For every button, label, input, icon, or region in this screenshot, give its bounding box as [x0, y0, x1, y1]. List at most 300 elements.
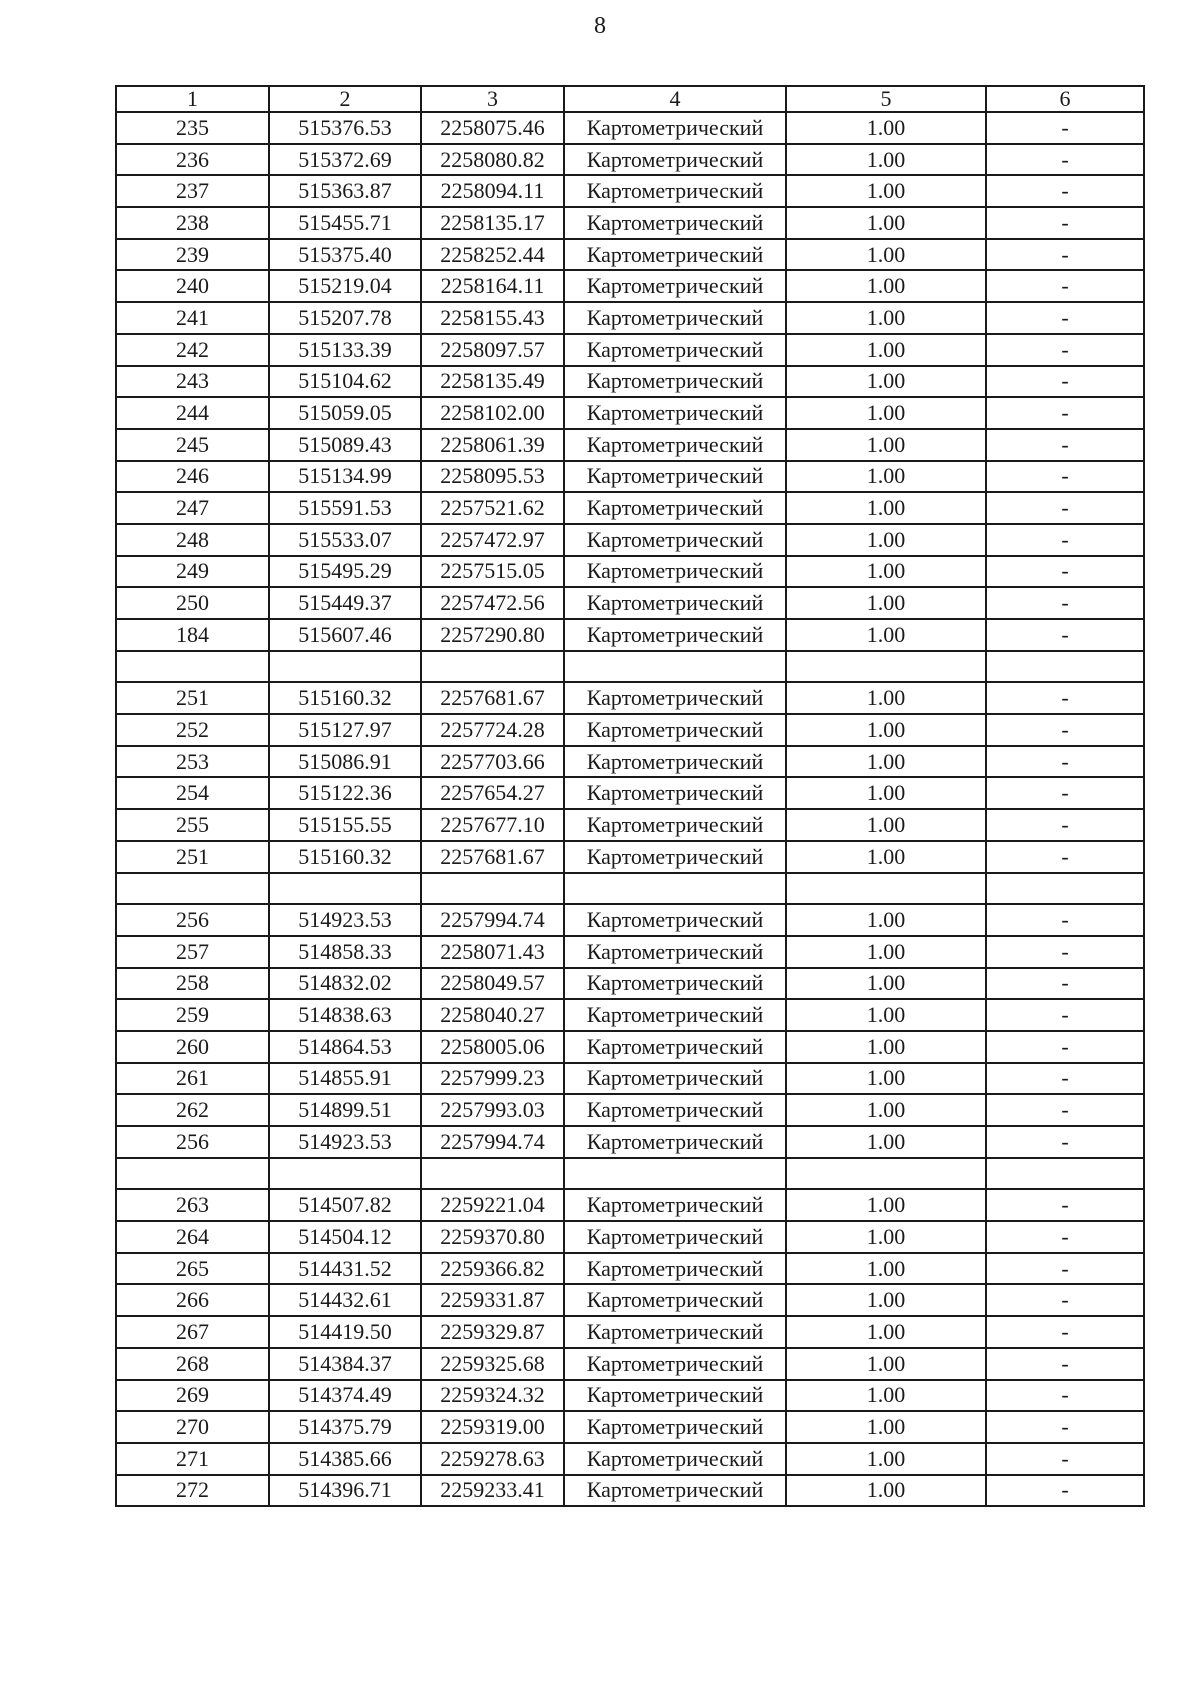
description-cell: -: [986, 999, 1144, 1031]
point-number-cell: 237: [116, 175, 269, 207]
table-row: [116, 556, 1144, 588]
description-cell: -: [986, 461, 1144, 493]
accuracy-cell: 1.00: [786, 841, 986, 873]
description-cell: -: [986, 302, 1144, 334]
description-cell: -: [986, 1411, 1144, 1443]
point-number-cell: 250: [116, 587, 269, 619]
y-coordinate-cell: 2259370.80: [421, 1221, 564, 1253]
accuracy-cell: 1.00: [786, 1063, 986, 1095]
accuracy-cell: 1.00: [786, 1411, 986, 1443]
table-row: [116, 841, 1144, 873]
accuracy-cell: 1.00: [786, 239, 986, 271]
y-coordinate-cell: 2257515.05: [421, 556, 564, 588]
y-coordinate-cell: 2257993.03: [421, 1094, 564, 1126]
table-row: [116, 175, 1144, 207]
method-cell: Картометрический: [564, 461, 786, 493]
description-cell: -: [986, 1284, 1144, 1316]
x-coordinate-cell: 515591.53: [269, 492, 421, 524]
method-cell: Картометрический: [564, 682, 786, 714]
point-number-cell: 249: [116, 556, 269, 588]
table-row: [116, 809, 1144, 841]
y-coordinate-cell: 2257999.23: [421, 1063, 564, 1095]
method-cell: Картометрический: [564, 777, 786, 809]
coordinates-table: [115, 85, 1145, 1507]
column-header: 5: [786, 86, 986, 112]
table-row: [116, 904, 1144, 936]
x-coordinate-cell: 514504.12: [269, 1221, 421, 1253]
x-coordinate-cell: 514419.50: [269, 1316, 421, 1348]
description-cell: -: [986, 904, 1144, 936]
table-header-row: [116, 86, 1144, 112]
description-cell: -: [986, 144, 1144, 176]
table-row: [116, 302, 1144, 334]
table-row: [116, 1411, 1144, 1443]
method-cell: Картометрический: [564, 1253, 786, 1285]
method-cell: Картометрический: [564, 936, 786, 968]
point-number-cell: 262: [116, 1094, 269, 1126]
x-coordinate-cell: 515375.40: [269, 239, 421, 271]
x-coordinate-cell: 515127.97: [269, 714, 421, 746]
description-cell: -: [986, 746, 1144, 778]
description-cell: -: [986, 556, 1144, 588]
point-number-cell: [116, 651, 269, 683]
y-coordinate-cell: 2258252.44: [421, 239, 564, 271]
x-coordinate-cell: 514432.61: [269, 1284, 421, 1316]
accuracy-cell: 1.00: [786, 175, 986, 207]
x-coordinate-cell: 515133.39: [269, 334, 421, 366]
x-coordinate-cell: 515449.37: [269, 587, 421, 619]
table-row: [116, 1031, 1144, 1063]
table-row: [116, 1443, 1144, 1475]
x-coordinate-cell: 514923.53: [269, 904, 421, 936]
accuracy-cell: 1.00: [786, 1443, 986, 1475]
point-number-cell: 260: [116, 1031, 269, 1063]
table-separator-row: [116, 873, 1144, 905]
table-row: [116, 144, 1144, 176]
table-row: [116, 682, 1144, 714]
y-coordinate-cell: 2257681.67: [421, 841, 564, 873]
accuracy-cell: 1.00: [786, 1348, 986, 1380]
accuracy-cell: 1.00: [786, 461, 986, 493]
point-number-cell: [116, 1158, 269, 1190]
accuracy-cell: 1.00: [786, 302, 986, 334]
description-cell: [986, 1158, 1144, 1190]
method-cell: Картометрический: [564, 999, 786, 1031]
accuracy-cell: 1.00: [786, 207, 986, 239]
method-cell: Картометрический: [564, 112, 786, 144]
accuracy-cell: 1.00: [786, 1475, 986, 1507]
y-coordinate-cell: 2258049.57: [421, 968, 564, 1000]
description-cell: [986, 651, 1144, 683]
point-number-cell: 255: [116, 809, 269, 841]
table-row: [116, 1063, 1144, 1095]
point-number-cell: 239: [116, 239, 269, 271]
point-number-cell: 246: [116, 461, 269, 493]
method-cell: Картометрический: [564, 1348, 786, 1380]
table-separator-row: [116, 1158, 1144, 1190]
accuracy-cell: 1.00: [786, 682, 986, 714]
method-cell: [564, 1158, 786, 1190]
x-coordinate-cell: 514832.02: [269, 968, 421, 1000]
y-coordinate-cell: 2257681.67: [421, 682, 564, 714]
method-cell: Картометрический: [564, 366, 786, 398]
description-cell: -: [986, 809, 1144, 841]
point-number-cell: 257: [116, 936, 269, 968]
description-cell: -: [986, 1063, 1144, 1095]
table-row: [116, 1189, 1144, 1221]
x-coordinate-cell: 515495.29: [269, 556, 421, 588]
x-coordinate-cell: [269, 873, 421, 905]
accuracy-cell: 1.00: [786, 1316, 986, 1348]
description-cell: -: [986, 207, 1144, 239]
accuracy-cell: 1.00: [786, 334, 986, 366]
y-coordinate-cell: 2259331.87: [421, 1284, 564, 1316]
method-cell: Картометрический: [564, 492, 786, 524]
table-row: [116, 1380, 1144, 1412]
accuracy-cell: 1.00: [786, 556, 986, 588]
method-cell: Картометрический: [564, 397, 786, 429]
x-coordinate-cell: 515372.69: [269, 144, 421, 176]
point-number-cell: 272: [116, 1475, 269, 1507]
method-cell: Картометрический: [564, 175, 786, 207]
accuracy-cell: 1.00: [786, 904, 986, 936]
column-header: 1: [116, 86, 269, 112]
accuracy-cell: 1.00: [786, 1380, 986, 1412]
x-coordinate-cell: 515122.36: [269, 777, 421, 809]
point-number-cell: 261: [116, 1063, 269, 1095]
accuracy-cell: 1.00: [786, 1094, 986, 1126]
method-cell: Картометрический: [564, 1063, 786, 1095]
table-row: [116, 1221, 1144, 1253]
table-row: [116, 429, 1144, 461]
description-cell: -: [986, 1221, 1144, 1253]
point-number-cell: 242: [116, 334, 269, 366]
x-coordinate-cell: 515089.43: [269, 429, 421, 461]
accuracy-cell: 1.00: [786, 999, 986, 1031]
y-coordinate-cell: 2258094.11: [421, 175, 564, 207]
x-coordinate-cell: 514838.63: [269, 999, 421, 1031]
table-row: [116, 1348, 1144, 1380]
point-number-cell: 247: [116, 492, 269, 524]
accuracy-cell: [786, 1158, 986, 1190]
point-number-cell: 253: [116, 746, 269, 778]
method-cell: Картометрический: [564, 556, 786, 588]
method-cell: Картометрический: [564, 809, 786, 841]
description-cell: -: [986, 175, 1144, 207]
point-number-cell: 267: [116, 1316, 269, 1348]
point-number-cell: 236: [116, 144, 269, 176]
point-number-cell: 244: [116, 397, 269, 429]
method-cell: Картометрический: [564, 746, 786, 778]
accuracy-cell: 1.00: [786, 936, 986, 968]
table-row: [116, 746, 1144, 778]
method-cell: Картометрический: [564, 1189, 786, 1221]
description-cell: -: [986, 1189, 1144, 1221]
accuracy-cell: 1.00: [786, 112, 986, 144]
y-coordinate-cell: 2259278.63: [421, 1443, 564, 1475]
x-coordinate-cell: 515155.55: [269, 809, 421, 841]
description-cell: -: [986, 841, 1144, 873]
x-coordinate-cell: 515219.04: [269, 270, 421, 302]
description-cell: -: [986, 936, 1144, 968]
y-coordinate-cell: 2258095.53: [421, 461, 564, 493]
y-coordinate-cell: 2259233.41: [421, 1475, 564, 1507]
table-row: [116, 397, 1144, 429]
point-number-cell: 243: [116, 366, 269, 398]
table-row: [116, 619, 1144, 651]
point-number-cell: 270: [116, 1411, 269, 1443]
y-coordinate-cell: 2257703.66: [421, 746, 564, 778]
method-cell: Картометрический: [564, 429, 786, 461]
description-cell: -: [986, 1316, 1144, 1348]
table-row: [116, 714, 1144, 746]
column-header: 2: [269, 86, 421, 112]
table-row: [116, 524, 1144, 556]
x-coordinate-cell: 514507.82: [269, 1189, 421, 1221]
method-cell: Картометрический: [564, 144, 786, 176]
accuracy-cell: 1.00: [786, 1189, 986, 1221]
y-coordinate-cell: 2257724.28: [421, 714, 564, 746]
table-body: [116, 112, 1144, 1506]
accuracy-cell: 1.00: [786, 397, 986, 429]
point-number-cell: 256: [116, 904, 269, 936]
y-coordinate-cell: 2258102.00: [421, 397, 564, 429]
y-coordinate-cell: [421, 1158, 564, 1190]
y-coordinate-cell: 2258164.11: [421, 270, 564, 302]
description-cell: -: [986, 112, 1144, 144]
point-number-cell: 235: [116, 112, 269, 144]
table-row: [116, 777, 1144, 809]
accuracy-cell: 1.00: [786, 366, 986, 398]
accuracy-cell: 1.00: [786, 429, 986, 461]
method-cell: Картометрический: [564, 1443, 786, 1475]
method-cell: Картометрический: [564, 1475, 786, 1507]
y-coordinate-cell: 2259366.82: [421, 1253, 564, 1285]
accuracy-cell: 1.00: [786, 714, 986, 746]
point-number-cell: 268: [116, 1348, 269, 1380]
description-cell: -: [986, 1126, 1144, 1158]
y-coordinate-cell: 2257521.62: [421, 492, 564, 524]
point-number-cell: 265: [116, 1253, 269, 1285]
method-cell: Картометрический: [564, 524, 786, 556]
accuracy-cell: 1.00: [786, 746, 986, 778]
description-cell: -: [986, 524, 1144, 556]
point-number-cell: 269: [116, 1380, 269, 1412]
y-coordinate-cell: 2259329.87: [421, 1316, 564, 1348]
table-row: [116, 936, 1144, 968]
method-cell: [564, 873, 786, 905]
page-number: 8: [594, 13, 606, 39]
point-number-cell: 259: [116, 999, 269, 1031]
y-coordinate-cell: 2258097.57: [421, 334, 564, 366]
description-cell: -: [986, 714, 1144, 746]
method-cell: Картометрический: [564, 714, 786, 746]
description-cell: -: [986, 682, 1144, 714]
x-coordinate-cell: 515059.05: [269, 397, 421, 429]
point-number-cell: 263: [116, 1189, 269, 1221]
x-coordinate-cell: 515104.62: [269, 366, 421, 398]
description-cell: -: [986, 619, 1144, 651]
description-cell: -: [986, 492, 1144, 524]
y-coordinate-cell: 2258155.43: [421, 302, 564, 334]
y-coordinate-cell: 2258135.17: [421, 207, 564, 239]
column-header: 6: [986, 86, 1144, 112]
x-coordinate-cell: 515160.32: [269, 841, 421, 873]
point-number-cell: [116, 873, 269, 905]
x-coordinate-cell: 514855.91: [269, 1063, 421, 1095]
description-cell: -: [986, 366, 1144, 398]
table-row: [116, 207, 1144, 239]
y-coordinate-cell: 2258040.27: [421, 999, 564, 1031]
accuracy-cell: [786, 651, 986, 683]
description-cell: -: [986, 1031, 1144, 1063]
x-coordinate-cell: 515607.46: [269, 619, 421, 651]
method-cell: Картометрический: [564, 1284, 786, 1316]
table-row: [116, 461, 1144, 493]
table-row: [116, 1253, 1144, 1285]
accuracy-cell: 1.00: [786, 809, 986, 841]
x-coordinate-cell: 514384.37: [269, 1348, 421, 1380]
accuracy-cell: 1.00: [786, 1126, 986, 1158]
x-coordinate-cell: [269, 1158, 421, 1190]
accuracy-cell: 1.00: [786, 1221, 986, 1253]
y-coordinate-cell: [421, 651, 564, 683]
y-coordinate-cell: 2258080.82: [421, 144, 564, 176]
method-cell: Картометрический: [564, 270, 786, 302]
x-coordinate-cell: 514396.71: [269, 1475, 421, 1507]
y-coordinate-cell: 2258005.06: [421, 1031, 564, 1063]
y-coordinate-cell: 2257290.80: [421, 619, 564, 651]
x-coordinate-cell: 515376.53: [269, 112, 421, 144]
accuracy-cell: 1.00: [786, 492, 986, 524]
table-row: [116, 587, 1144, 619]
y-coordinate-cell: 2259325.68: [421, 1348, 564, 1380]
description-cell: -: [986, 968, 1144, 1000]
description-cell: -: [986, 1380, 1144, 1412]
table-row: [116, 1094, 1144, 1126]
y-coordinate-cell: 2259319.00: [421, 1411, 564, 1443]
method-cell: Картометрический: [564, 587, 786, 619]
description-cell: -: [986, 1253, 1144, 1285]
description-cell: -: [986, 334, 1144, 366]
method-cell: Картометрический: [564, 619, 786, 651]
description-cell: -: [986, 1348, 1144, 1380]
x-coordinate-cell: 515363.87: [269, 175, 421, 207]
method-cell: Картометрический: [564, 1221, 786, 1253]
table-row: [116, 1316, 1144, 1348]
accuracy-cell: 1.00: [786, 144, 986, 176]
x-coordinate-cell: 515086.91: [269, 746, 421, 778]
point-number-cell: 248: [116, 524, 269, 556]
accuracy-cell: 1.00: [786, 1253, 986, 1285]
description-cell: -: [986, 270, 1144, 302]
method-cell: Картометрический: [564, 239, 786, 271]
y-coordinate-cell: 2258135.49: [421, 366, 564, 398]
y-coordinate-cell: 2257994.74: [421, 904, 564, 936]
description-cell: -: [986, 429, 1144, 461]
y-coordinate-cell: 2258071.43: [421, 936, 564, 968]
point-number-cell: 254: [116, 777, 269, 809]
method-cell: [564, 651, 786, 683]
description-cell: [986, 873, 1144, 905]
method-cell: Картометрический: [564, 904, 786, 936]
point-number-cell: 238: [116, 207, 269, 239]
point-number-cell: 184: [116, 619, 269, 651]
x-coordinate-cell: 514899.51: [269, 1094, 421, 1126]
point-number-cell: 258: [116, 968, 269, 1000]
column-header: 4: [564, 86, 786, 112]
x-coordinate-cell: 514923.53: [269, 1126, 421, 1158]
accuracy-cell: 1.00: [786, 619, 986, 651]
table-row: [116, 1284, 1144, 1316]
method-cell: Картометрический: [564, 302, 786, 334]
y-coordinate-cell: 2257472.56: [421, 587, 564, 619]
accuracy-cell: 1.00: [786, 968, 986, 1000]
table-row: [116, 334, 1144, 366]
method-cell: Картометрический: [564, 1380, 786, 1412]
description-cell: -: [986, 1475, 1144, 1507]
point-number-cell: 256: [116, 1126, 269, 1158]
y-coordinate-cell: 2257654.27: [421, 777, 564, 809]
point-number-cell: 241: [116, 302, 269, 334]
table-row: [116, 366, 1144, 398]
y-coordinate-cell: 2258075.46: [421, 112, 564, 144]
x-coordinate-cell: 515455.71: [269, 207, 421, 239]
description-cell: -: [986, 1094, 1144, 1126]
table-row: [116, 239, 1144, 271]
x-coordinate-cell: 515160.32: [269, 682, 421, 714]
point-number-cell: 251: [116, 841, 269, 873]
method-cell: Картометрический: [564, 1411, 786, 1443]
table-separator-row: [116, 651, 1144, 683]
method-cell: Картометрический: [564, 1094, 786, 1126]
x-coordinate-cell: 514431.52: [269, 1253, 421, 1285]
table-row: [116, 270, 1144, 302]
method-cell: Картометрический: [564, 968, 786, 1000]
description-cell: -: [986, 1443, 1144, 1475]
accuracy-cell: 1.00: [786, 1284, 986, 1316]
x-coordinate-cell: 514864.53: [269, 1031, 421, 1063]
point-number-cell: 245: [116, 429, 269, 461]
description-cell: -: [986, 239, 1144, 271]
description-cell: -: [986, 777, 1144, 809]
method-cell: Картометрический: [564, 1126, 786, 1158]
y-coordinate-cell: 2258061.39: [421, 429, 564, 461]
description-cell: -: [986, 587, 1144, 619]
point-number-cell: 266: [116, 1284, 269, 1316]
method-cell: Картометрический: [564, 334, 786, 366]
x-coordinate-cell: 514374.49: [269, 1380, 421, 1412]
x-coordinate-cell: [269, 651, 421, 683]
x-coordinate-cell: 515134.99: [269, 461, 421, 493]
accuracy-cell: 1.00: [786, 524, 986, 556]
method-cell: Картометрический: [564, 207, 786, 239]
y-coordinate-cell: 2257677.10: [421, 809, 564, 841]
table-row: [116, 999, 1144, 1031]
method-cell: Картометрический: [564, 841, 786, 873]
table-row: [116, 112, 1144, 144]
column-header: 3: [421, 86, 564, 112]
accuracy-cell: 1.00: [786, 270, 986, 302]
point-number-cell: 240: [116, 270, 269, 302]
x-coordinate-cell: 515533.07: [269, 524, 421, 556]
point-number-cell: 271: [116, 1443, 269, 1475]
table-row: [116, 1475, 1144, 1507]
x-coordinate-cell: 514385.66: [269, 1443, 421, 1475]
x-coordinate-cell: 514858.33: [269, 936, 421, 968]
y-coordinate-cell: [421, 873, 564, 905]
y-coordinate-cell: 2259324.32: [421, 1380, 564, 1412]
